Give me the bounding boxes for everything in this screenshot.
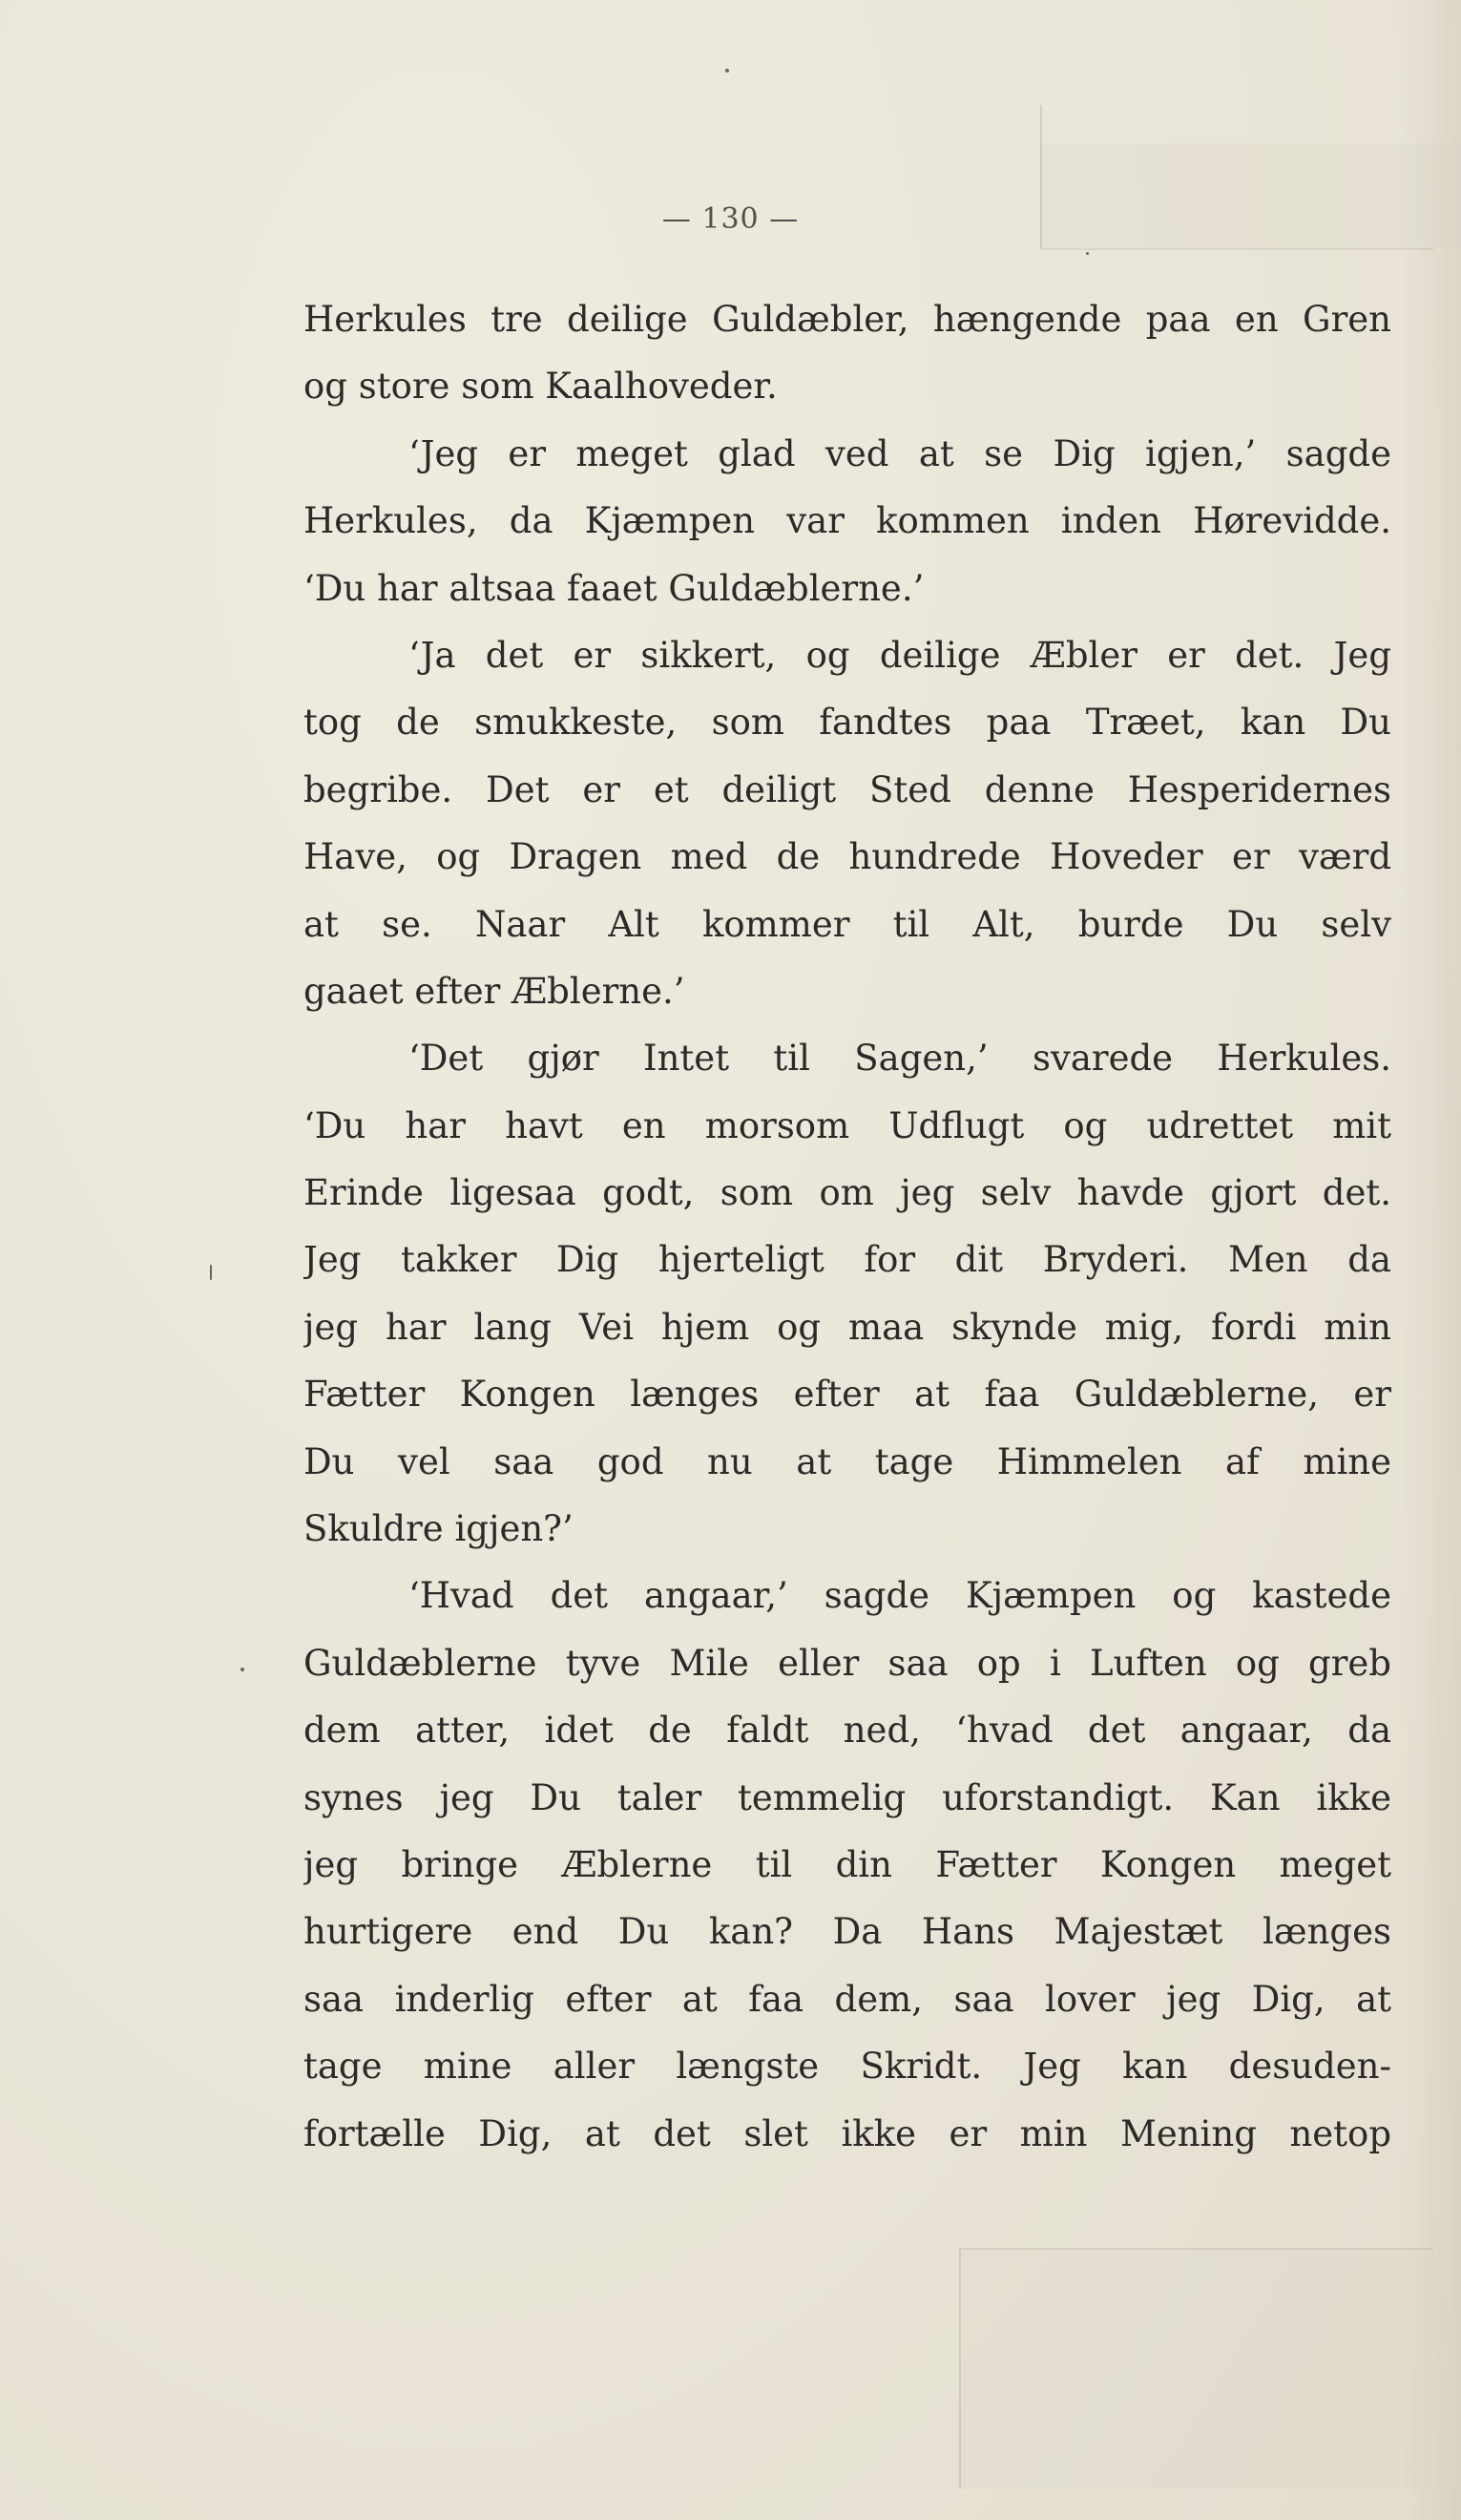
text-line: gaaet efter Æblerne.’ — [303, 970, 685, 1012]
text-line: ‘Du har altsaa faaet Guldæblerne.’ — [303, 567, 925, 609]
page-number: — 130 — — [661, 202, 800, 236]
text-line: og store som Kaalhoveder. — [303, 366, 778, 408]
text-line: Skuldre igjen?’ — [303, 1508, 574, 1550]
paper-speck — [210, 1265, 212, 1280]
body-text — [303, 286, 1391, 2168]
text-line: Fætter Kongen længes efter at faa Guldæblerne, er — [303, 1374, 1391, 1416]
text-line: Erinde ligesaa godt, som om jeg selv havde gjort det. — [303, 1172, 1391, 1214]
text-line: Have, og Dragen med de hundrede Hoveder er værd — [303, 836, 1391, 878]
page-edge-shadow — [1404, 0, 1461, 2520]
text-line: ‘Du har havt en morsom Udflugt og udrettet mit — [303, 1104, 1391, 1146]
text-line: saa inderlig efter at faa dem, saa lover jeg Dig, at — [303, 1978, 1391, 2020]
bleed-through-mark-bottom — [959, 2248, 1433, 2488]
paper-speck — [725, 69, 729, 73]
text-line: at se. Naar Alt kommer til Alt, burde Du selv — [303, 903, 1391, 945]
text-line: ‘Hvad det angaar,’ sagde Kjæmpen og kastede — [408, 1575, 1391, 1617]
text-line: Jeg takker Dig hjerteligt for dit Bryderi. Men da — [303, 1239, 1391, 1281]
text-line: Herkules tre deilige Guldæbler, hængende paa en Gren — [303, 299, 1391, 340]
text-line: Du vel saa god nu at tage Himmelen af mine — [303, 1440, 1391, 1482]
paper-speck — [240, 1668, 244, 1671]
text-line: Herkules, da Kjæmpen var kommen inden Hørevidde. — [303, 500, 1391, 542]
text-line: ‘Ja det er sikkert, og deilige Æbler er det. Jeg — [408, 634, 1391, 676]
text-line: ‘Det gjør Intet til Sagen,’ svarede Herkules. — [408, 1038, 1391, 1080]
paper-speck — [1086, 252, 1089, 255]
text-line: jeg har lang Vei hjem og maa skynde mig, fordi min — [303, 1306, 1391, 1348]
text-line: begribe. Det er et deiligt Sted denne Hesperidernes — [303, 768, 1391, 810]
text-line: tage mine aller længste Skridt. Jeg kan desuden- — [303, 2046, 1391, 2088]
text-line: jeg bringe Æblerne til din Fætter Kongen meget — [303, 1843, 1391, 1885]
text-line: ‘Jeg er meget glad ved at se Dig igjen,’ sagde — [408, 432, 1391, 474]
text-line: dem atter, idet de faldt ned, ‘hvad det angaar, da — [303, 1710, 1391, 1752]
text-line: synes jeg Du taler temmelig uforstandigt. Kan ikke — [303, 1776, 1391, 1818]
text-line: fortælle Dig, at det slet ikke er min Mening netop — [303, 2112, 1391, 2154]
text-line: hurtigere end Du kan? Da Hans Majestæt længes — [303, 1911, 1391, 1953]
text-line: tog de smukkeste, som fandtes paa Træet, kan Du — [303, 702, 1391, 744]
text-line: Guldæblerne tyve Mile eller saa op i Luften og greb — [303, 1642, 1391, 1684]
